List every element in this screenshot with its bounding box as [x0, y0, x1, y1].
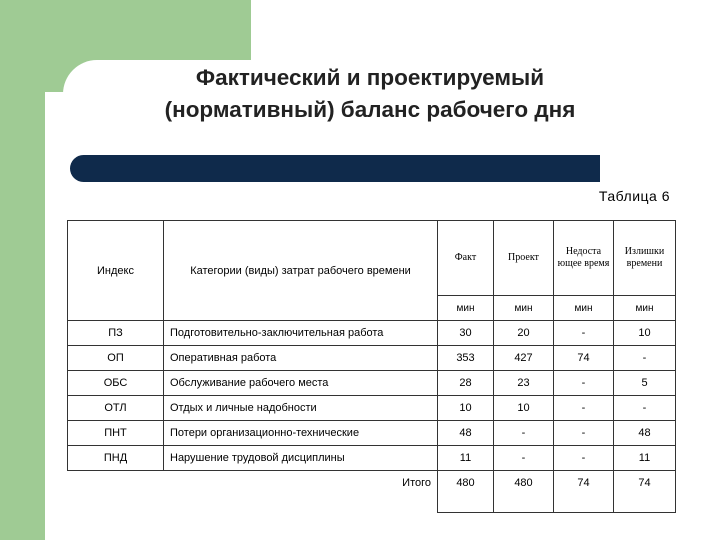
cell-index: ПНТ: [68, 421, 164, 446]
total-excess: 74: [614, 471, 676, 513]
cell-fact: 48: [438, 421, 494, 446]
header-index: Индекс: [68, 221, 164, 321]
cell-category: Потери организационно-технические: [164, 421, 438, 446]
decor-navy-bar: [70, 155, 600, 182]
cell-fact: 353: [438, 346, 494, 371]
decor-green-strip: [0, 0, 45, 540]
cell-index: ОБС: [68, 371, 164, 396]
cell-shortage: -: [554, 371, 614, 396]
total-label: Итого: [402, 477, 431, 489]
table-row: [68, 396, 676, 421]
header-fact: Факт: [438, 221, 494, 296]
work-day-balance-table: [67, 220, 676, 513]
cell-fact: 11: [438, 446, 494, 471]
unit-project: мин: [494, 296, 554, 321]
cell-project: 10: [494, 396, 554, 421]
header-shortage: Недоста ющее время: [554, 221, 614, 296]
cell-shortage: 74: [554, 346, 614, 371]
cell-excess: 5: [614, 371, 676, 396]
unit-shortage: мин: [554, 296, 614, 321]
cell-excess: 10: [614, 321, 676, 346]
header-excess: Излишки времени: [614, 221, 676, 296]
cell-index: ОП: [68, 346, 164, 371]
unit-fact: мин: [438, 296, 494, 321]
cell-project: -: [494, 421, 554, 446]
cell-project: 23: [494, 371, 554, 396]
cell-excess: 48: [614, 421, 676, 446]
cell-category: Нарушение трудовой дисциплины: [164, 446, 438, 471]
total-shortage: 74: [554, 471, 614, 513]
cell-shortage: -: [554, 421, 614, 446]
table-caption: Таблица 6: [598, 188, 670, 204]
total-row: [68, 471, 676, 513]
cell-fact: 30: [438, 321, 494, 346]
total-project: 480: [494, 471, 554, 513]
table-row: [68, 421, 676, 446]
table-row: [68, 371, 676, 396]
cell-index: ПЗ: [68, 321, 164, 346]
table-row: [68, 446, 676, 471]
cell-fact: 28: [438, 371, 494, 396]
unit-excess: мин: [614, 296, 676, 321]
header-category: Категории (виды) затрат рабочего времени: [164, 221, 438, 321]
title-line-2: (нормативный) баланс рабочего дня: [164, 97, 576, 122]
header-project: Проект: [494, 221, 554, 296]
cell-category: Отдых и личные надобности: [164, 396, 438, 421]
total-empty-cell: [68, 471, 164, 513]
cell-index: ПНД: [68, 446, 164, 471]
cell-excess: -: [614, 346, 676, 371]
cell-excess: -: [614, 396, 676, 421]
cell-project: -: [494, 446, 554, 471]
total-fact: 480: [438, 471, 494, 513]
cell-shortage: -: [554, 446, 614, 471]
slide-title: [100, 62, 640, 126]
cell-fact: 10: [438, 396, 494, 421]
title-line-1: Фактический и проектируемый: [195, 65, 545, 90]
table-row: [68, 321, 676, 346]
cell-shortage: -: [554, 396, 614, 421]
cell-project: 20: [494, 321, 554, 346]
cell-index: ОТЛ: [68, 396, 164, 421]
cell-category: Оперативная работа: [164, 346, 438, 371]
cell-project: 427: [494, 346, 554, 371]
table-row: [68, 346, 676, 371]
cell-shortage: -: [554, 321, 614, 346]
cell-category: Подготовительно-заключительная работа: [164, 321, 438, 346]
header-row: [68, 221, 676, 296]
cell-category: Обслуживание рабочего места: [164, 371, 438, 396]
cell-excess: 11: [614, 446, 676, 471]
